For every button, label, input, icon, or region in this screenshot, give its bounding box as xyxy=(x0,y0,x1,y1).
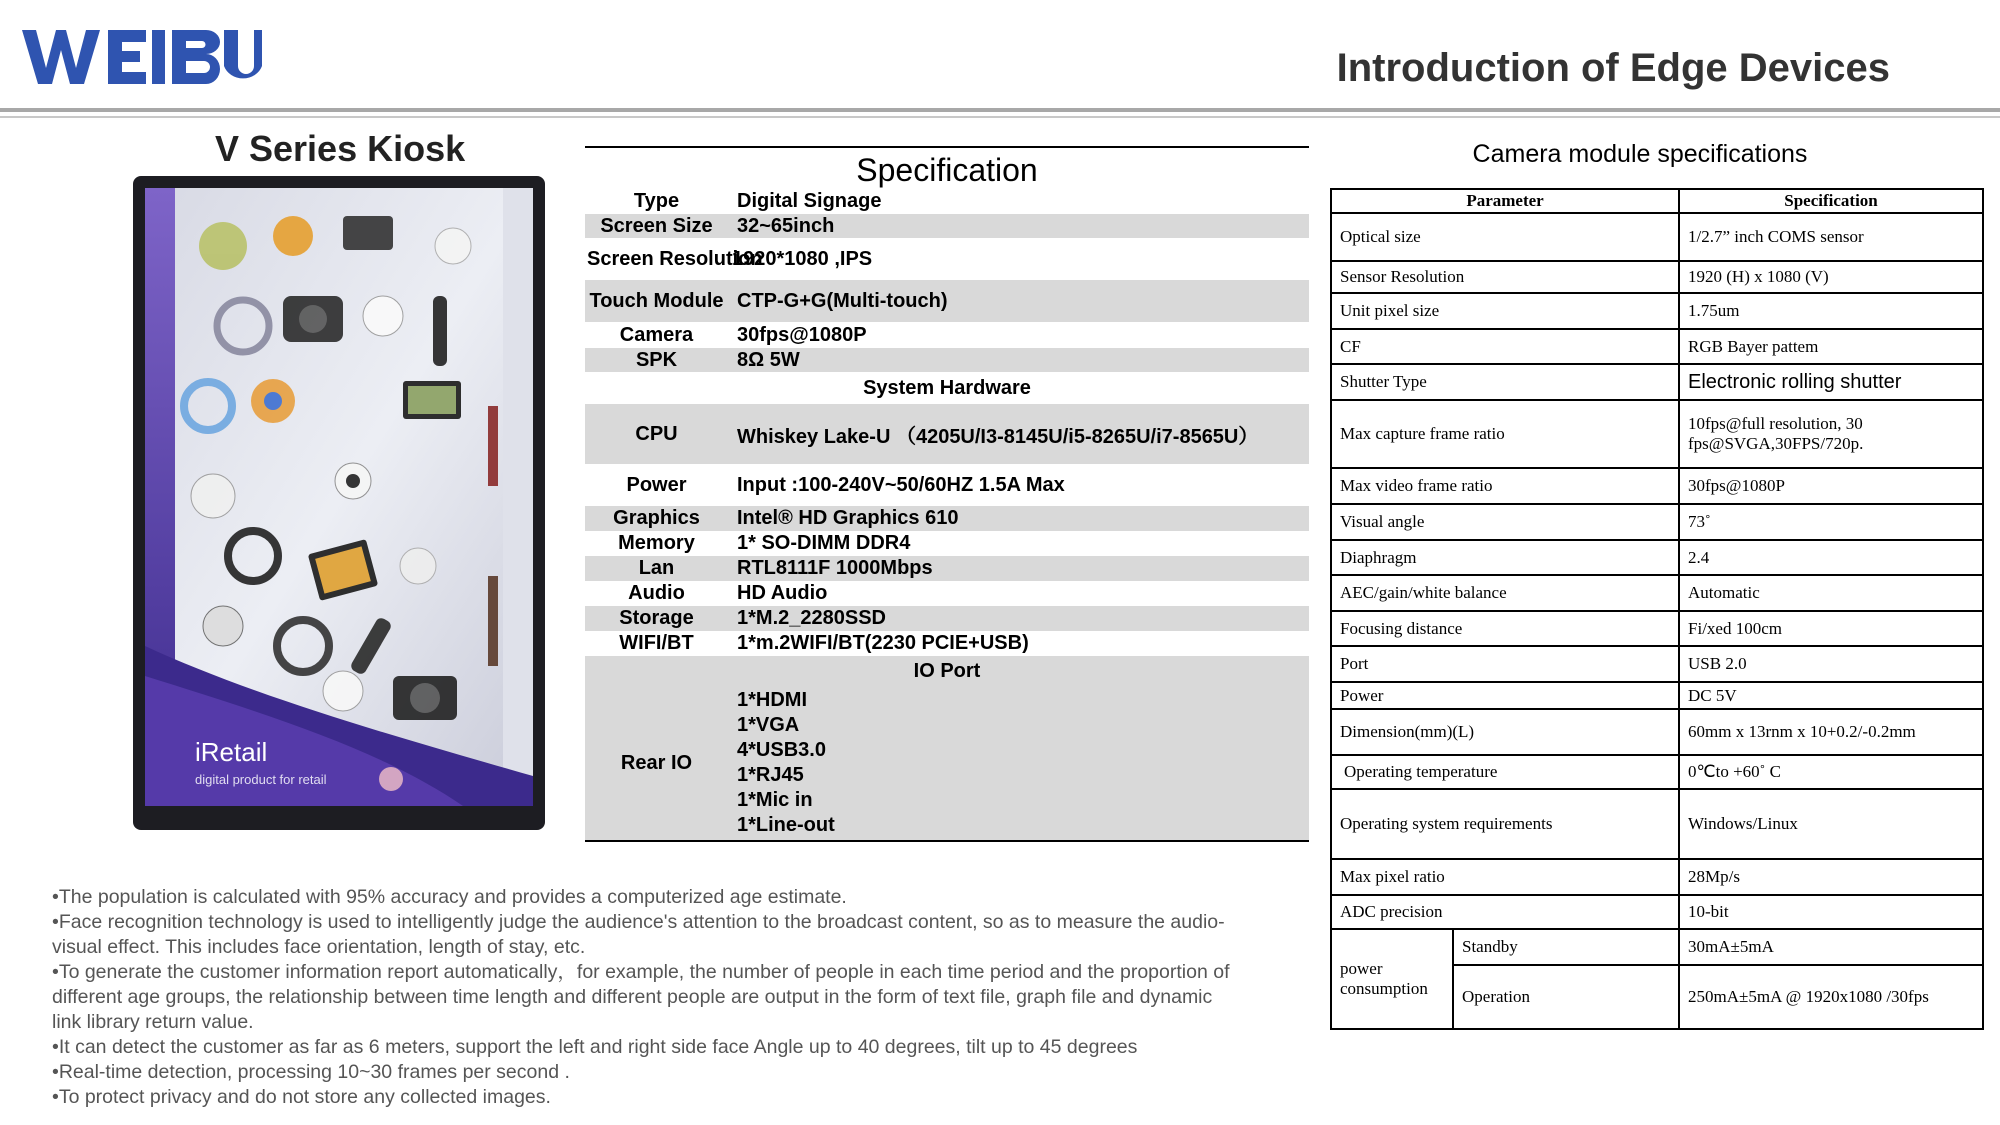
kiosk-screen-tagline: digital product for retail xyxy=(195,772,327,787)
header-divider xyxy=(0,108,2000,112)
spec-heading: Specification xyxy=(856,152,1038,188)
spec-row-power xyxy=(585,464,1309,506)
spec-value: Input :100-240V~50/60HZ 1.5A Max xyxy=(737,473,1065,496)
spec-value: Whiskey Lake-U （4205U/I3-8145U/i5-8265U/i7-8565U） xyxy=(737,425,1259,448)
spec-value: 1*M.2_2280SSD xyxy=(737,607,886,629)
camera-param: Optical size xyxy=(1331,213,1679,261)
header-divider-secondary xyxy=(0,116,2000,118)
camera-param: Unit pixel size xyxy=(1331,293,1679,329)
note-item: •To generate the customer information report automatically，for example, the number of people in each time period and the proportion of different age groups, the relationship between time length and different people are output in the form of text file, graph file and dynamic link library return value. xyxy=(52,961,1230,1033)
spec-key: Screen Resolution xyxy=(587,247,763,270)
kiosk-title: V Series Kiosk xyxy=(215,128,466,169)
camera-param: Sensor Resolution xyxy=(1331,261,1679,293)
camera-header-parameter: Parameter xyxy=(1331,189,1679,213)
camera-param: Dimension(mm)(L) xyxy=(1331,709,1679,755)
spec-row-camera xyxy=(585,322,1309,348)
camera-param: Port xyxy=(1331,646,1679,682)
camera-row xyxy=(1331,611,1983,646)
note-item: •The population is calculated with 95% accuracy and provides a computerized age estimate. xyxy=(52,886,847,908)
rear-io-item: 1*VGA xyxy=(737,714,800,736)
camera-row xyxy=(1331,468,1983,504)
camera-param: Max capture frame ratio xyxy=(1331,400,1679,468)
camera-row xyxy=(1331,682,1983,709)
spec-row-rear-io xyxy=(585,686,1309,840)
spec-key: CPU xyxy=(635,422,678,445)
camera-row xyxy=(1331,540,1983,575)
rear-io-item: 1*Line-out xyxy=(737,814,835,836)
spec-key: Audio xyxy=(628,582,685,604)
camera-power-mode: Standby xyxy=(1453,929,1679,965)
camera-spec: RGB Bayer pattem xyxy=(1679,329,1983,364)
camera-spec: DC 5V xyxy=(1679,682,1983,709)
spec-row-screen-resolution xyxy=(585,238,1309,280)
spec-table-wrapper xyxy=(585,146,1309,842)
camera-spec: 60mm x 13rnm x 10+0.2/-0.2mm xyxy=(1679,709,1983,755)
spec-value: 8Ω 5W xyxy=(737,348,800,371)
spec-key: Touch Module xyxy=(589,289,724,312)
camera-spec: 250mA±5mA @ 1920x1080 /30fps xyxy=(1679,965,1983,1029)
camera-spec: 1920 (H) x 1080 (V) xyxy=(1679,261,1983,293)
camera-row-power-standby xyxy=(1331,929,1983,965)
spec-section-io-port xyxy=(585,656,1309,686)
spec-value: HD Audio xyxy=(737,582,828,604)
spec-key: Power xyxy=(626,473,687,496)
camera-spec: 1.75um xyxy=(1679,293,1983,329)
spec-value: 1*m.2WIFI/BT(2230 PCIE+USB) xyxy=(737,632,1029,654)
kiosk-device-image xyxy=(133,176,545,830)
kiosk-screen-brand: iRetail xyxy=(195,737,268,767)
camera-row xyxy=(1331,646,1983,682)
spec-row-spk xyxy=(585,348,1309,372)
spec-value: 32~65inch xyxy=(737,214,835,237)
camera-spec: USB 2.0 xyxy=(1679,646,1983,682)
note-item: •To protect privacy and do not store any collected images. xyxy=(52,1086,551,1108)
camera-spec: Automatic xyxy=(1679,575,1983,611)
note-item: •Real-time detection, processing 10~30 frames per second . xyxy=(52,1061,570,1083)
camera-row xyxy=(1331,504,1983,540)
camera-param: Operating temperature xyxy=(1331,755,1679,789)
rear-io-item: 1*HDMI xyxy=(737,689,808,711)
camera-table-header xyxy=(1331,189,1983,213)
spec-key: Memory xyxy=(618,532,695,554)
camera-param: Operating system requirements xyxy=(1331,789,1679,859)
spec-value: Digital Signage xyxy=(737,189,882,212)
camera-param: CF xyxy=(1331,329,1679,364)
rear-io-item: 4*USB3.0 xyxy=(737,739,826,761)
camera-spec: 1/2.7” inch COMS sensor xyxy=(1679,213,1983,261)
spec-row-lan xyxy=(585,556,1309,581)
spec-key: Graphics xyxy=(613,507,700,529)
camera-row xyxy=(1331,575,1983,611)
camera-row xyxy=(1331,293,1983,329)
spec-row-type xyxy=(585,188,1309,214)
spec-key: Lan xyxy=(638,557,675,579)
spec-value: CTP-G+G(Multi-touch) xyxy=(737,289,948,312)
spec-key: Camera xyxy=(619,323,694,346)
note-item: •It can detect the customer as far as 6 meters, support the left and right side face Angle up to 40 degrees, tilt up to 45 degrees xyxy=(52,1036,1138,1058)
spec-section-label: System Hardware xyxy=(863,376,1031,399)
camera-param: Shutter Type xyxy=(1331,364,1679,400)
spec-row-audio xyxy=(585,581,1309,606)
spec-key: WIFI/BT xyxy=(619,632,694,654)
spec-section-system-hardware xyxy=(585,372,1309,404)
spec-value: 1920*1080 ,IPS xyxy=(732,247,873,270)
camera-table-title: Camera module specifications xyxy=(1472,140,1808,168)
camera-param: Power xyxy=(1331,682,1679,709)
camera-row xyxy=(1331,261,1983,293)
spec-row-graphics xyxy=(585,506,1309,531)
spec-key: Type xyxy=(633,189,680,212)
spec-section-label: IO Port xyxy=(913,659,981,682)
page-title: Introduction of Edge Devices xyxy=(1336,46,1890,90)
camera-param: AEC/gain/white balance xyxy=(1331,575,1679,611)
camera-param: Max video frame ratio xyxy=(1331,468,1679,504)
camera-spec: 30fps@1080P xyxy=(1679,468,1983,504)
spec-value: Intel® HD Graphics 610 xyxy=(737,507,959,529)
spec-key: Storage xyxy=(619,607,694,629)
spec-row-touch-module xyxy=(585,280,1309,322)
camera-spec: 10fps@full resolution, 30 fps@SVGA,30FPS/720p. xyxy=(1679,400,1983,468)
camera-row xyxy=(1331,213,1983,261)
camera-spec: 10-bit xyxy=(1679,895,1983,929)
camera-row xyxy=(1331,789,1983,859)
camera-spec: 30mA±5mA xyxy=(1679,929,1983,965)
spec-row-wifi-bt xyxy=(585,631,1309,656)
camera-param: ADC precision xyxy=(1331,895,1679,929)
camera-param-power-consumption: power consumption xyxy=(1331,929,1453,1029)
spec-row-memory xyxy=(585,531,1309,556)
spec-value: 1* SO-DIMM DDR4 xyxy=(737,532,911,554)
feature-notes xyxy=(52,885,1232,1110)
rear-io-item: 1*RJ45 xyxy=(737,764,804,786)
spec-row-cpu xyxy=(585,404,1309,464)
rear-io-item: 1*Mic in xyxy=(737,789,813,811)
camera-header-specification: Specification xyxy=(1679,189,1983,213)
camera-spec: 28Mp/s xyxy=(1679,859,1983,895)
spec-value: 30fps@1080P xyxy=(737,323,867,346)
camera-spec: Electronic rolling shutter xyxy=(1679,364,1983,400)
camera-row xyxy=(1331,709,1983,755)
camera-row xyxy=(1331,755,1983,789)
note-item: •Face recognition technology is used to intelligently judge the audience's attention to the broadcast content, so as to measure the audio-visual effect. This includes face orientation, length of stay, etc. xyxy=(52,911,1225,958)
camera-spec: 0℃to +60˚ C xyxy=(1679,755,1983,789)
rear-io-list xyxy=(726,686,1309,840)
camera-spec: Windows/Linux xyxy=(1679,789,1983,859)
camera-param: Diaphragm xyxy=(1331,540,1679,575)
camera-param: Max pixel ratio xyxy=(1331,859,1679,895)
camera-spec: 73˚ xyxy=(1679,504,1983,540)
camera-param: Focusing distance xyxy=(1331,611,1679,646)
spec-key: Screen Size xyxy=(600,214,713,237)
camera-spec: 2.4 xyxy=(1679,540,1983,575)
spec-value: RTL8111F 1000Mbps xyxy=(737,557,933,579)
weibu-logo xyxy=(22,26,262,88)
camera-power-mode: Operation xyxy=(1453,965,1679,1029)
camera-param: Visual angle xyxy=(1331,504,1679,540)
spec-row-screen-size xyxy=(585,214,1309,238)
spec-key: Rear IO xyxy=(620,751,693,774)
spec-table xyxy=(585,188,1309,840)
spec-row-storage xyxy=(585,606,1309,631)
camera-spec: Fi/xed 100cm xyxy=(1679,611,1983,646)
camera-spec-table xyxy=(1330,188,1984,1030)
spec-bottom-rule xyxy=(585,840,1309,842)
spec-key: SPK xyxy=(635,348,678,371)
camera-row xyxy=(1331,400,1983,468)
camera-row xyxy=(1331,895,1983,929)
camera-row xyxy=(1331,859,1983,895)
camera-row xyxy=(1331,329,1983,364)
camera-row xyxy=(1331,364,1983,400)
